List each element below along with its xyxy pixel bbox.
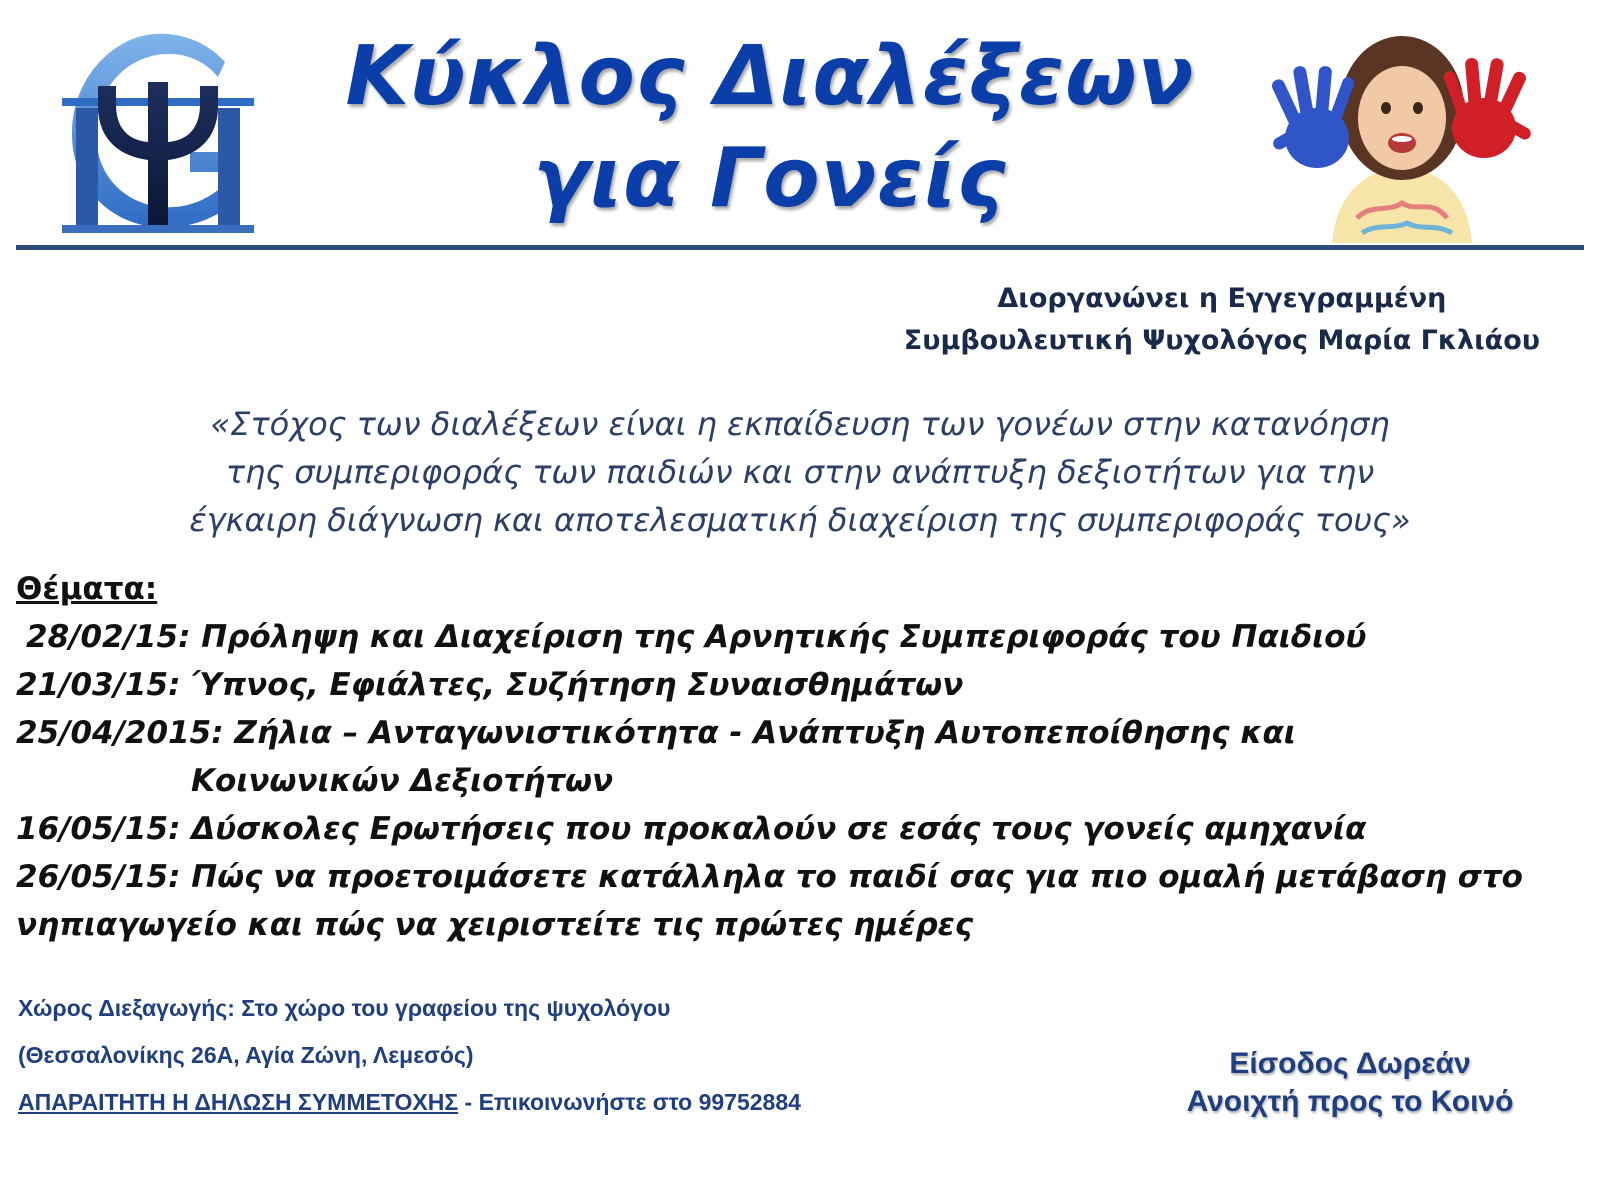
quote-line1: «Στόχος των διαλέξεων είναι η εκπαίδευση των γονέων στην κατανόηση [210, 405, 1390, 443]
organizer-block [904, 278, 1540, 362]
psi-g-logo-icon [50, 22, 265, 247]
registration-required-link[interactable]: ΑΠΑΡΑΙΤΗΤΗ Η ΔΗΛΩΣΗ ΣΥΜΜΕΤΟΧΗΣ [18, 1089, 459, 1115]
quote-line2: της συμπεριφοράς των παιδιών και στην ανάπτυξη δεξιοτήτων για την [225, 453, 1375, 491]
entry-line2: Ανοιχτή προς το Κοινό [1186, 1085, 1514, 1118]
registration-line [18, 1089, 801, 1136]
venue-block [18, 995, 801, 1136]
topic-item: 28/02/15: Πρόληψη και Διαχείριση της Αρνητικής Συμπεριφοράς του Παιδιού [26, 619, 1367, 655]
page-title-line1: Κύκλος Διαλέξεων [345, 29, 1195, 124]
contact-phone: - Επικοινωνήστε στο 99752884 [458, 1089, 801, 1115]
header-divider [16, 245, 1584, 250]
topic-item: 26/05/15: Πώς να προετοιμάσετε κατάλληλα το παιδί σας για πιο ομαλή μετάβαση στο [16, 859, 1523, 895]
mission-quote [120, 400, 1480, 544]
organizer-line2: Συμβουλευτική Ψυχολόγος Μαρία Γκλιάου [903, 325, 1540, 356]
child-painted-hands-photo [1262, 18, 1537, 243]
quote-line3: έγκαιρη διάγνωση και αποτελεσματική διαχείριση της συμπεριφοράς τους» [189, 501, 1411, 539]
venue-line: Χώρος Διεξαγωγής: Στο χώρο του γραφείου της ψυχολόγου [18, 995, 671, 1021]
topic-item: 21/03/15: Ύπνος, Εφιάλτες, Συζήτηση Συναισθημάτων [16, 667, 964, 703]
entry-info [1150, 1045, 1550, 1121]
topics-heading: Θέματα: [16, 571, 158, 607]
topic-item: 25/04/2015: Ζήλια – Ανταγωνιστικότητα - Ανάπτυξη Αυτοπεποίθησης και [16, 715, 1296, 751]
page-title-line2: για Γονείς [533, 131, 1007, 226]
topics-list [16, 565, 1576, 949]
organizer-line1: Διοργανώνει η Εγγεγραμμένη [997, 283, 1447, 314]
topic-item-continuation: νηπιαγωγείο και πώς να χειριστείτε τις πρώτες ημέρες [16, 907, 974, 943]
venue-address: (Θεσσαλονίκης 26Α, Αγία Ζώνη, Λεμεσός) [18, 1042, 474, 1068]
topic-item-continuation: Κοινωνικών Δεξιοτήτων [191, 763, 614, 799]
entry-line1: Είσοδος Δωρεάν [1229, 1047, 1471, 1080]
topic-item: 16/05/15: Δύσκολες Ερωτήσεις που προκαλούν σε εσάς τους γονείς αμηχανία [16, 811, 1367, 847]
